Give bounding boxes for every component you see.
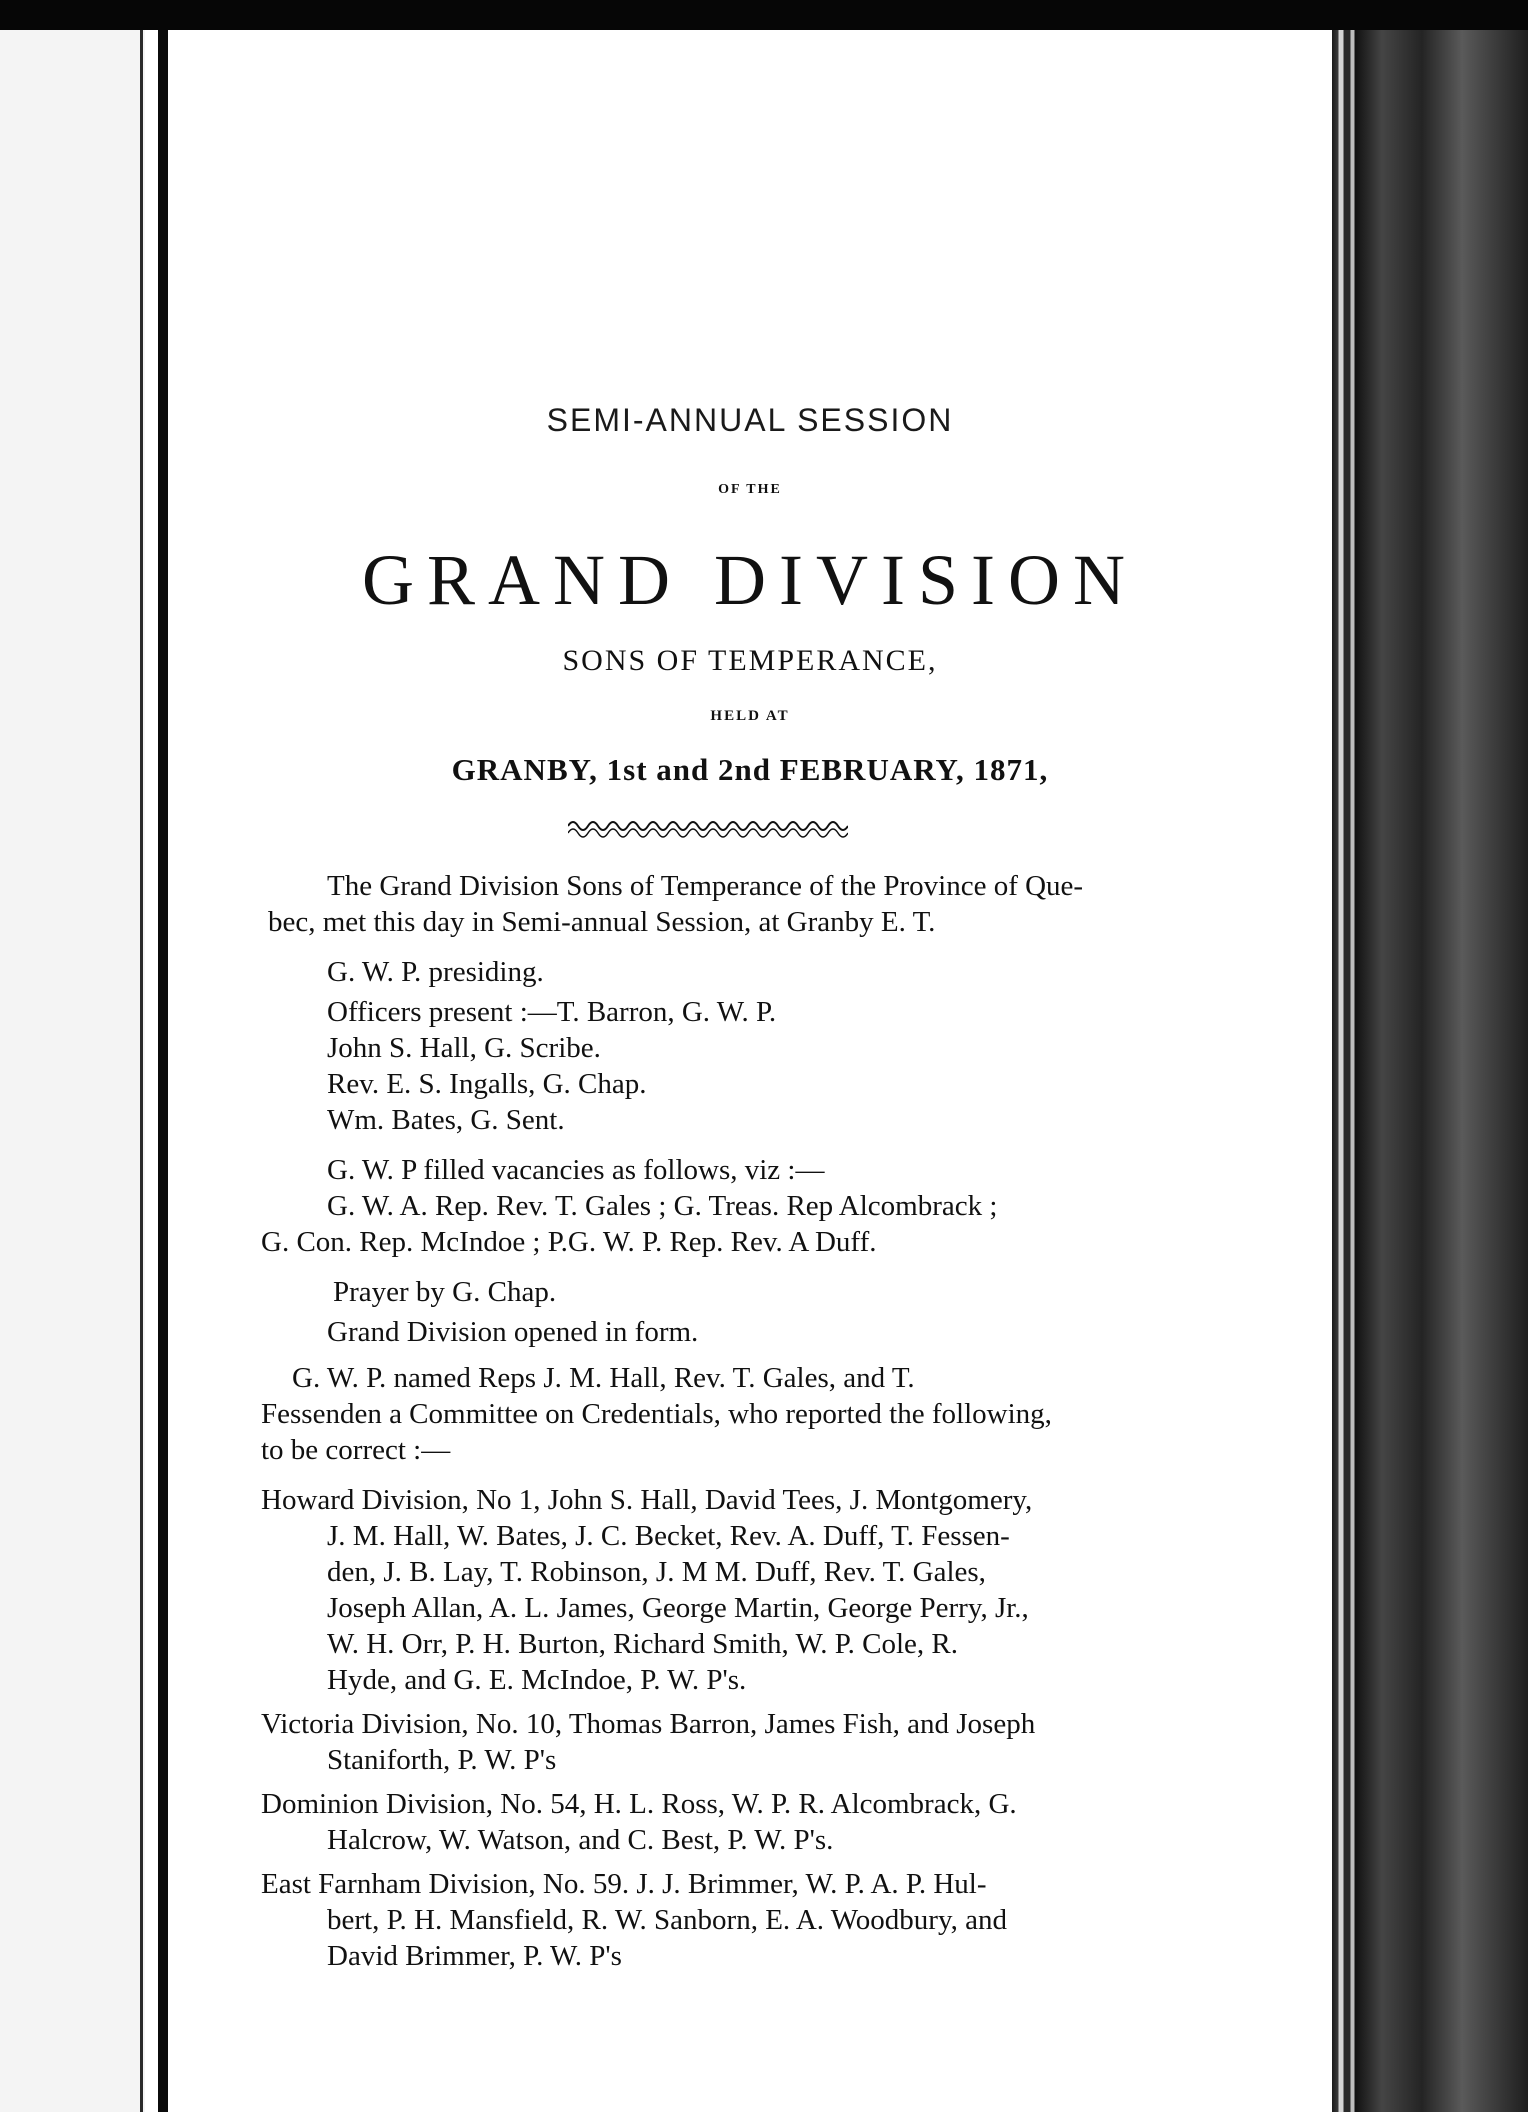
vacancies-line-1: G. W. P filled vacancies as follows, viz :— <box>327 1154 825 1186</box>
wavy-rule-ornament <box>568 818 848 840</box>
scan-top-band <box>0 0 1528 30</box>
vacancies-line-2: G. W. A. Rep. Rev. T. Gales ; G. Treas. Rep Alcombrack ; <box>327 1190 998 1222</box>
held-at-label: HELD AT <box>710 708 790 724</box>
scan-right-book-edge <box>1332 30 1528 2112</box>
howard-line-5: W. H. Orr, P. H. Burton, Richard Smith, W. P. Cole, R. <box>327 1628 958 1660</box>
scan-spine-edge <box>158 30 168 2112</box>
howard-line-3: den, J. B. Lay, T. Robinson, J. M M. Duff, Rev. T. Gales, <box>327 1556 986 1588</box>
opened-line: Grand Division opened in form. <box>327 1316 699 1348</box>
scan-gutter-line <box>140 30 143 2112</box>
farnham-line-2: bert, P. H. Mansfield, R. W. Sanborn, E. A. Woodbury, and <box>327 1904 1007 1936</box>
body-name-heading: GRAND DIVISION <box>362 540 1138 620</box>
dominion-line-1: Dominion Division, No. 54, H. L. Ross, W. P. R. Alcombrack, G. <box>261 1788 1017 1820</box>
victoria-line-1: Victoria Division, No. 10, Thomas Barron, James Fish, and Joseph <box>261 1708 1036 1740</box>
of-the-label: OF THE <box>718 482 782 497</box>
session-title: SEMI-ANNUAL SESSION <box>546 402 954 438</box>
howard-line-2: J. M. Hall, W. Bates, J. C. Becket, Rev. A. Duff, T. Fessen- <box>327 1520 1010 1552</box>
document-page <box>168 30 1332 2112</box>
howard-line-6: Hyde, and G. E. McIndoe, P. W. P's. <box>327 1664 747 1696</box>
intro-line-2: bec, met this day in Semi-annual Session, at Granby E. T. <box>268 906 936 938</box>
officers-line-4: Wm. Bates, G. Sent. <box>327 1104 565 1136</box>
prayer-line: Prayer by G. Chap. <box>333 1276 557 1308</box>
committee-line-2: Fessenden a Committee on Credentials, who reported the following, <box>261 1398 1052 1430</box>
committee-line-1: G. W. P. named Reps J. M. Hall, Rev. T. Gales, and T. <box>292 1362 915 1394</box>
presiding-line: G. W. P. presiding. <box>327 956 544 988</box>
intro-line-1: The Grand Division Sons of Temperance of the Province of Que- <box>327 870 1084 902</box>
officers-line-1: Officers present :—T. Barron, G. W. P. <box>327 996 777 1028</box>
vacancies-line-3: G. Con. Rep. McIndoe ; P.G. W. P. Rep. Rev. A Duff. <box>261 1226 877 1258</box>
victoria-line-2: Staniforth, P. W. P's <box>327 1744 557 1776</box>
committee-line-3: to be correct :— <box>261 1434 451 1466</box>
farnham-line-1: East Farnham Division, No. 59. J. J. Brimmer, W. P. A. P. Hul- <box>261 1868 987 1900</box>
farnham-line-3: David Brimmer, P. W. P's <box>327 1940 622 1972</box>
officers-line-3: Rev. E. S. Ingalls, G. Chap. <box>327 1068 647 1100</box>
howard-line-4: Joseph Allan, A. L. James, George Martin, George Perry, Jr., <box>327 1592 1029 1624</box>
officers-line-2: John S. Hall, G. Scribe. <box>327 1032 601 1064</box>
scan-left-margin <box>0 30 145 2112</box>
place-and-date: GRANBY, 1st and 2nd FEBRUARY, 1871, <box>451 752 1049 787</box>
dominion-line-2: Halcrow, W. Watson, and C. Best, P. W. P's. <box>327 1824 834 1856</box>
organization-name: SONS OF TEMPERANCE, <box>562 644 938 677</box>
howard-line-1: Howard Division, No 1, John S. Hall, David Tees, J. Montgomery, <box>261 1484 1033 1516</box>
